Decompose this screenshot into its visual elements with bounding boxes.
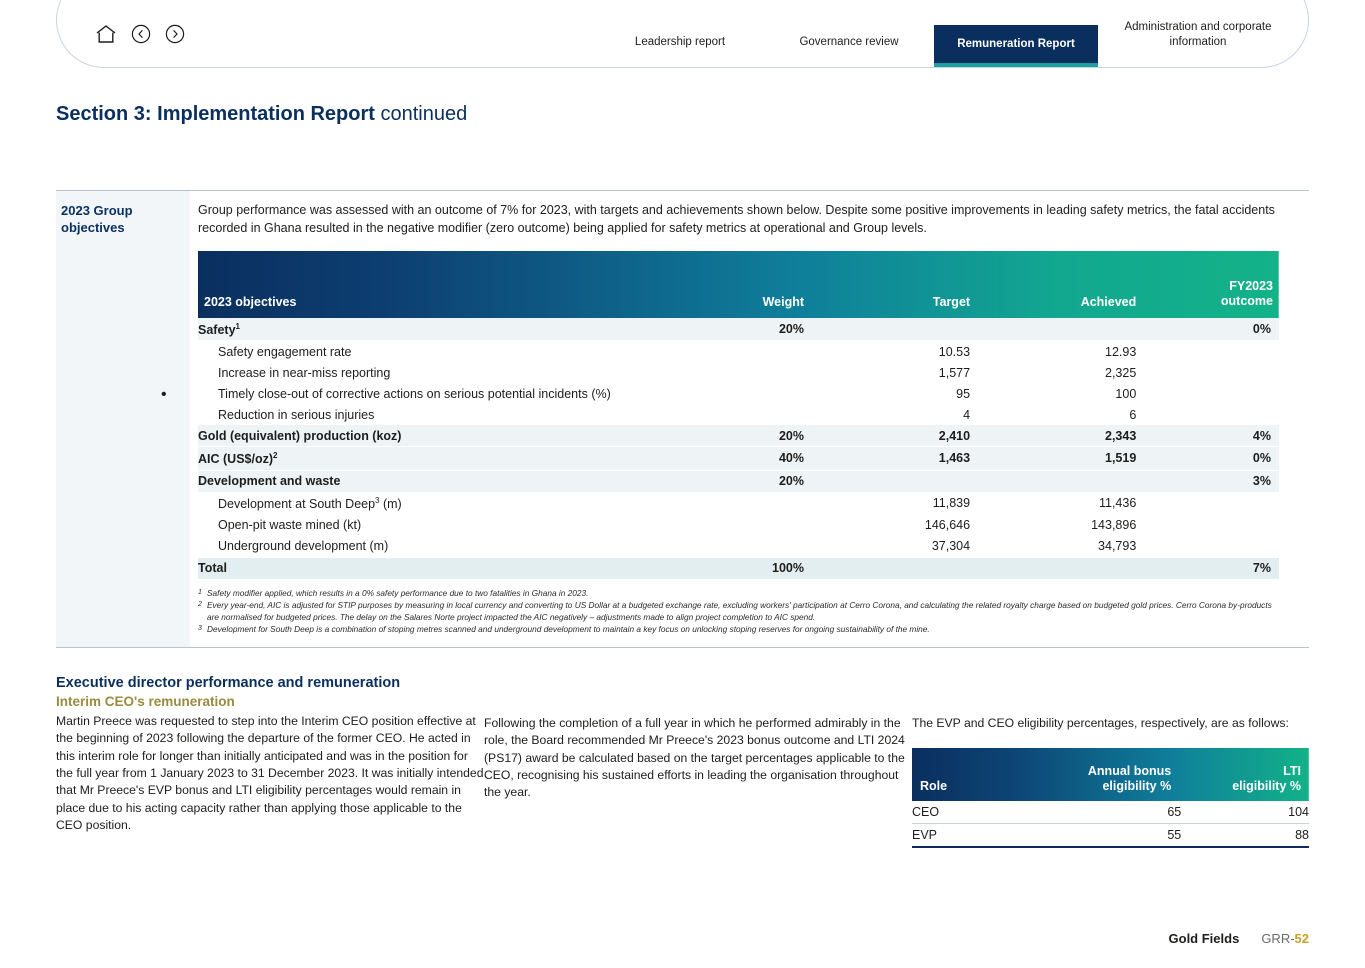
table-row — [198, 383, 1279, 404]
row-achieved: 2,343 — [978, 425, 1144, 447]
chevron-left-circle-icon[interactable] — [131, 24, 151, 44]
footnote-number: 3 — [198, 624, 202, 632]
nav-item-leadership-report[interactable]: Leadership report — [634, 35, 726, 48]
table-row — [198, 515, 1279, 536]
row-weight: 40% — [676, 447, 813, 470]
group-objectives-section — [56, 190, 1309, 648]
row-label: Gold (equivalent) production (koz) — [198, 425, 676, 447]
table-row — [198, 536, 1279, 558]
table-row — [198, 447, 1279, 470]
row-weight — [676, 362, 813, 383]
group-objectives-table — [198, 251, 1279, 578]
footnote-item — [198, 587, 1279, 599]
body-column-1 — [56, 713, 484, 848]
bullet-marker: • — [161, 386, 167, 403]
row-achieved: 11,436 — [1098, 496, 1137, 511]
column-header-outcome: outcome — [1220, 294, 1273, 309]
eligibility-intro-text: The EVP and CEO eligibility percentages, respectively, are as follows: — [912, 716, 1289, 730]
row-weight: 20% — [676, 425, 813, 447]
nav-item-governance-review[interactable]: Governance review — [799, 35, 899, 48]
row-outcome — [1144, 492, 1279, 515]
footnote-ref: 1 — [235, 321, 240, 331]
row-weight — [676, 383, 813, 404]
column-header-lti: LTI — [1283, 764, 1301, 779]
nav-icon-group — [95, 24, 185, 44]
group-objectives-intro-text: Group performance was assessed with an outcome of 7% for 2023, with targets and achievements shown below. Despite some positive improvements in leading safety metrics, the fatal accidents recorded in Ghana resulted in the negative modifier (zero outcome) being applied for safety metrics at operational and Group levels. — [198, 203, 1275, 236]
row-label: Reduction in serious injuries — [218, 407, 375, 422]
row-achieved: 100 — [1115, 386, 1137, 401]
row-bonus-eligibility: 65 — [1031, 801, 1181, 824]
column-header-annual-bonus: Annual bonus — [1087, 764, 1172, 779]
row-outcome — [1144, 404, 1279, 425]
table-row — [912, 801, 1309, 824]
row-label: Increase in near-miss reporting — [218, 365, 391, 380]
table-header-row — [912, 748, 1309, 801]
row-label: AIC (US$/oz)$^2$ — [198, 447, 676, 470]
row-outcome — [1144, 515, 1279, 536]
column-header-lti-eligibility-pct: eligibility % — [1232, 779, 1301, 794]
column-header-fy2023-outcome — [1144, 251, 1279, 318]
group-objectives-side-label — [56, 191, 190, 647]
executive-director-section — [56, 675, 1309, 848]
row-label: Open-pit waste mined (kt) — [218, 518, 362, 533]
row-outcome: 4% — [1144, 425, 1279, 447]
row-weight — [676, 515, 813, 536]
eligibility-table — [912, 748, 1309, 848]
chevron-right-circle-icon[interactable] — [165, 24, 185, 44]
column-header-fy2023: FY2023 — [1229, 279, 1273, 294]
row-outcome: 3% — [1144, 470, 1279, 492]
row-outcome: 7% — [1144, 557, 1279, 579]
row-achieved — [978, 470, 1144, 492]
row-achieved: 6 — [1129, 407, 1137, 422]
page-title — [56, 103, 467, 126]
row-label: Underground development (m) — [218, 539, 389, 554]
row-outcome — [1144, 536, 1279, 558]
column-header-bonus-eligibility-pct: eligibility % — [1102, 779, 1172, 794]
table-row — [198, 425, 1279, 447]
row-target: 146,646 — [924, 518, 971, 533]
row-target: 11,839 — [932, 496, 971, 511]
row-lti-eligibility: 88 — [1181, 824, 1309, 848]
footnote-text: Safety modifier applied, which results in a 0% safety performance due to two fatalities in Ghana in 2023. — [207, 587, 589, 598]
row-target — [812, 318, 978, 341]
table-header-row — [198, 251, 1279, 318]
column-header-objectives: 2023 objectives — [204, 295, 297, 310]
row-achieved: 143,896 — [1091, 518, 1137, 533]
row-weight: 20% — [676, 470, 813, 492]
row-target: 4 — [963, 407, 971, 422]
section-subheading: Interim CEO's remuneration — [56, 694, 235, 709]
row-weight — [676, 404, 813, 425]
row-achieved: 12.93 — [1105, 344, 1137, 359]
footnotes — [198, 587, 1279, 635]
table-row — [198, 318, 1279, 341]
row-label: Timely close-out of corrective actions on serious potential incidents (%) — [218, 386, 611, 401]
row-target: 1,577 — [938, 365, 971, 380]
row-weight — [676, 536, 813, 558]
row-achieved: 34,793 — [1098, 539, 1137, 554]
footnote-text: Development for South Deep is a combination of stoping metres scanned and underground development to maintain a key focus on unlocking stoping reserves for ongoing sustainability of the mine. — [207, 623, 930, 634]
table-row — [912, 824, 1309, 848]
column-header-annual-bonus-eligibility — [1031, 748, 1181, 801]
row-target: 2,410 — [812, 425, 978, 447]
row-target: 10.53 — [938, 344, 971, 359]
row-achieved — [978, 318, 1144, 341]
page-title-continued: continued — [380, 103, 468, 125]
table-row — [198, 492, 1279, 515]
home-icon[interactable] — [95, 24, 117, 44]
table-row — [198, 341, 1279, 363]
row-target: 37,304 — [931, 539, 971, 554]
table-row — [198, 362, 1279, 383]
row-outcome: 0% — [1144, 318, 1279, 341]
row-lti-eligibility: 104 — [1181, 801, 1309, 824]
row-outcome — [1144, 383, 1279, 404]
column-header-target: Target — [932, 295, 971, 310]
table-row-total — [198, 557, 1279, 579]
row-bonus-eligibility: 55 — [1031, 824, 1181, 848]
row-achieved — [978, 557, 1144, 579]
row-label: Safety engagement rate — [218, 344, 352, 359]
section-heading: Executive director performance and remuneration — [56, 675, 401, 691]
footnote-number: 2 — [198, 600, 202, 608]
footnote-item — [198, 599, 1279, 623]
footnote-ref: 2 — [273, 450, 278, 460]
body-paragraph-2: Following the completion of a full year in which he performed admirably in the role, the Board recommended Mr Preece's 2023 bonus outcome and LTI 2024 (PS17) award be calculated based on the target percentages applicable to the CEO, recognising his sustained efforts in leading the organisation throughout the year. — [484, 716, 905, 800]
group-objectives-heading: 2023 Group objectives — [61, 203, 133, 235]
page-title-main: Section 3: Implementation Report — [56, 103, 375, 125]
nav-item-administration-and-corporate-information[interactable]: Administration and corporate information — [1124, 21, 1272, 48]
column-header-lti-eligibility — [1181, 748, 1309, 801]
row-role: CEO — [912, 801, 1031, 824]
row-label: Total — [198, 557, 676, 579]
row-achieved: 2,325 — [1105, 365, 1137, 380]
table-row — [198, 404, 1279, 425]
footnote-ref: 3 — [375, 496, 380, 506]
footnote-text: Every year-end, AIC is adjusted for STIP purposes by measuring in local currency and converting to US Dollar at a budgeted exchange rate, excluding workers' participation at Cerro Corona, and calculating the related royalty charge based on budgeted gold prices. Cerro Corona by-products are normalised for budgeted prices. The delay on the Salares Norte project impacted the AIC negatively – adjustments made to align project completion to AIC spend. — [207, 599, 1272, 622]
column-header-achieved: Achieved — [1080, 295, 1137, 310]
page-footer — [1169, 931, 1309, 946]
footer-page-number: 52 — [1294, 931, 1309, 946]
column-header-role: Role — [920, 779, 948, 794]
footer-brand: Gold Fields — [1168, 931, 1240, 946]
row-target — [812, 557, 978, 579]
row-weight — [676, 341, 813, 363]
body-column-3 — [912, 713, 1309, 848]
row-role: EVP — [912, 824, 1031, 848]
row-achieved: 1,519 — [978, 447, 1144, 470]
row-target: 1,463 — [812, 447, 978, 470]
nav-item-remuneration-report[interactable]: Remuneration Report — [934, 25, 1098, 67]
top-navigation-bar — [56, 0, 1309, 68]
row-target: 95 — [956, 386, 971, 401]
table-row — [198, 470, 1279, 492]
nav-links — [596, 1, 1308, 67]
row-weight — [676, 492, 813, 515]
row-outcome: 0% — [1144, 447, 1279, 470]
row-target — [812, 470, 978, 492]
footer-page-prefix: GRR- — [1261, 931, 1295, 946]
column-header-weight: Weight — [762, 295, 805, 310]
row-outcome — [1144, 341, 1279, 363]
row-weight: 20% — [676, 318, 813, 341]
footnote-item — [198, 623, 1279, 635]
footnote-number: 1 — [198, 588, 202, 596]
row-label: Development at South Deep$^3$ (m) — [218, 496, 402, 512]
body-column-2 — [484, 713, 912, 848]
footer-page-label — [1261, 931, 1309, 946]
row-label: Safety$^1$ — [198, 318, 676, 341]
row-label: Development and waste — [198, 470, 676, 492]
row-outcome — [1144, 362, 1279, 383]
row-weight: 100% — [676, 557, 813, 579]
body-paragraph-1: Martin Preece was requested to step into the Interim CEO position effective at the beginning of 2023 following the departure of the former CEO. He acted in this interim role for longer than initially anticipated and was in the position for the full year from 1 January 2023 to 31 December 2023. It was initially intended that Mr Preece's EVP bonus and LTI eligibility percentages would remain in place due to his acting capacity rather than applying those applicable to the CEO position. — [56, 714, 484, 832]
